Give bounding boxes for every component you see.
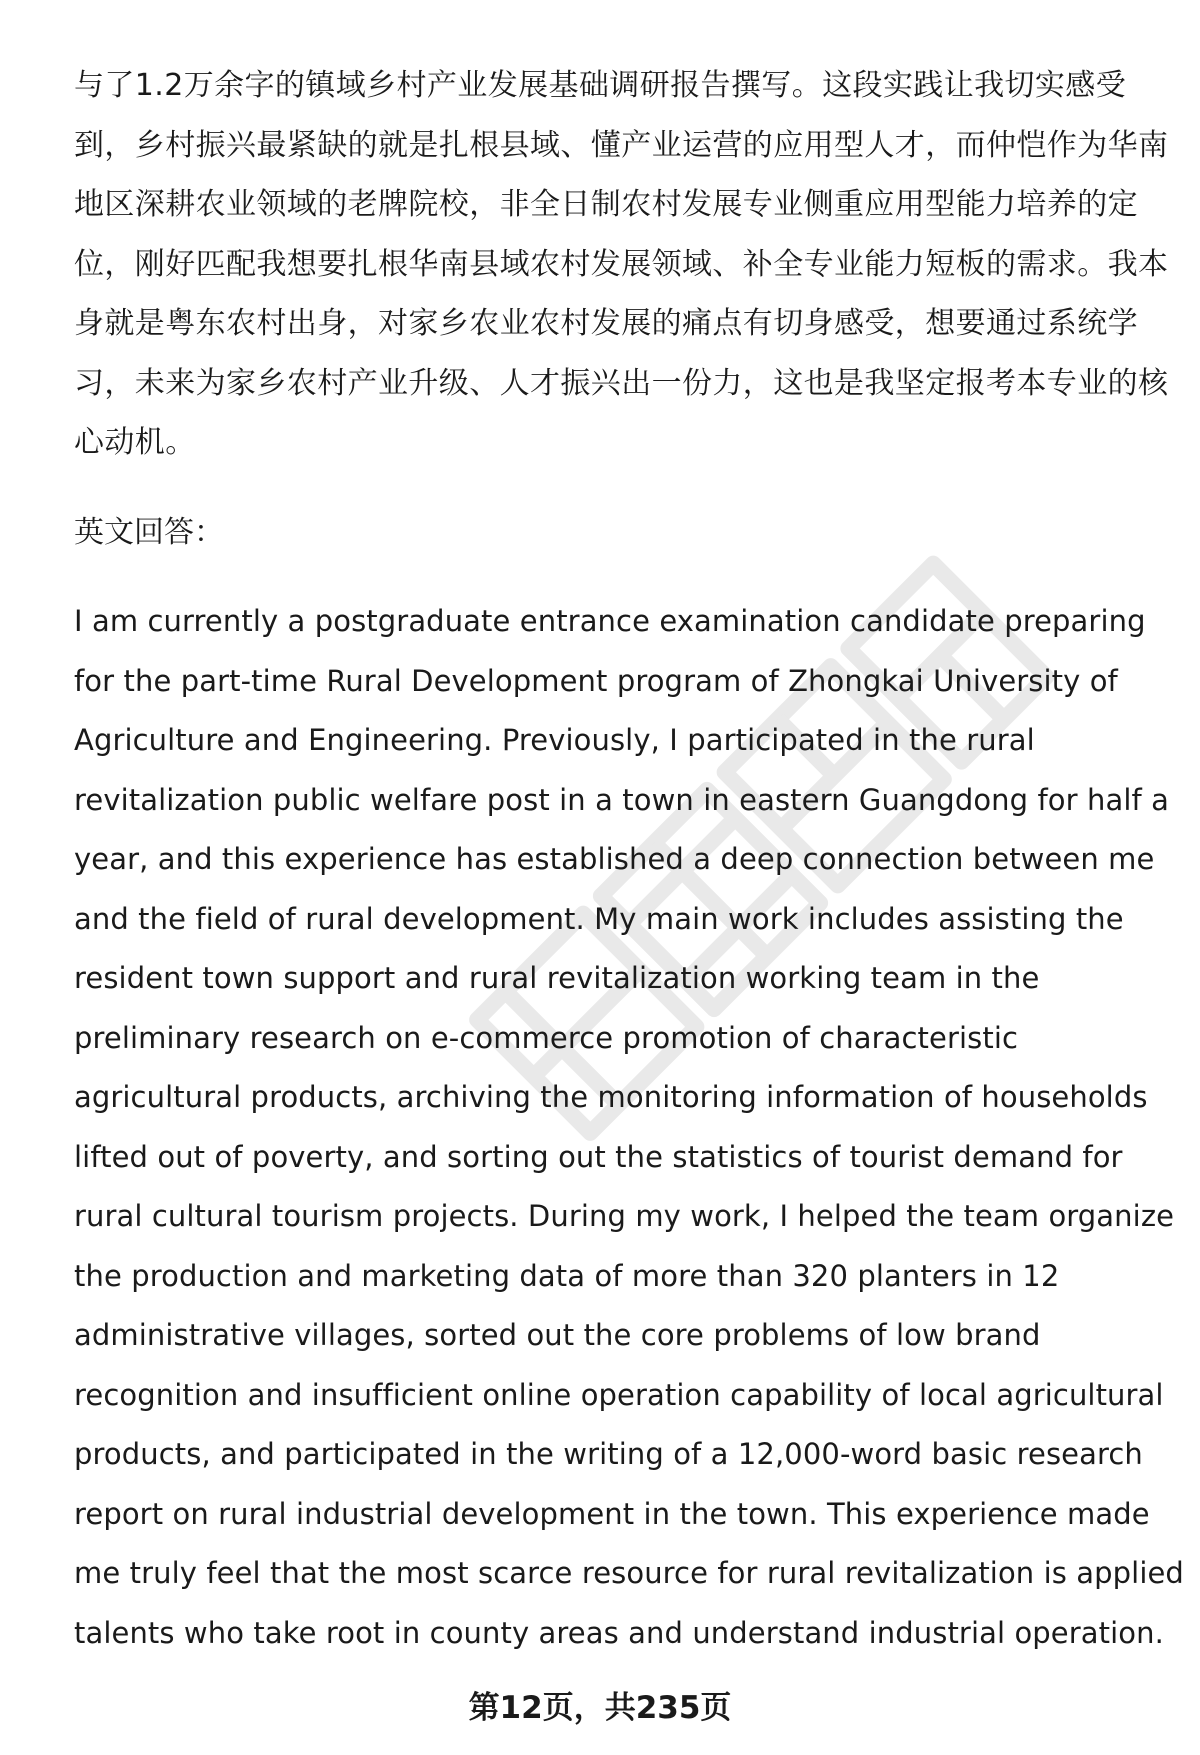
text-line: administrative villages, sorted out the core problems of low brand: [74, 1318, 1041, 1352]
text-line: talents who take root in county areas and understand industrial operation.: [74, 1615, 1164, 1650]
text-line: recognition and insufficient online operation capability of local agricultural: [74, 1377, 1164, 1412]
english-answer-heading: 英文回答：: [74, 514, 224, 550]
text-line: agricultural products, archiving the monitoring information of households: [74, 1080, 1148, 1114]
text-line: products, and participated in the writing of a 12,000-word basic research: [74, 1437, 1143, 1471]
text-line: I am currently a postgraduate entrance examination candidate preparing: [74, 604, 1146, 638]
text-line: resident town support and rural revitalization working team in the: [74, 961, 1040, 995]
text-line: revitalization public welfare post in a town in eastern Guangdong for half a: [74, 782, 1169, 817]
text-line: Agriculture and Engineering. Previously, I participated in the rural: [74, 723, 1035, 757]
text-line: 习，未来为家乡农村产业升级、人才振兴出一份力，这也是我坚定报考本专业的核: [74, 365, 1169, 401]
text-line: 到，乡村振兴最紧缺的就是扎根县域、懂产业运营的应用型人才，而仲恺作为华南: [74, 127, 1169, 163]
page-number-footer: 第12页，共235页: [468, 1690, 732, 1726]
text-line: report on rural industrial development in the town. This experience made: [74, 1496, 1150, 1531]
text-line: 与了1.2万余字的镇域乡村产业发展基础调研报告撰写。这段实践让我切实感受: [74, 68, 1127, 103]
text-line: me truly feel that the most scarce resource for rural revitalization is applied: [74, 1556, 1184, 1590]
text-line: preliminary research on e-commerce promotion of characteristic: [74, 1020, 1019, 1055]
text-line: the production and marketing data of more than 320 planters in 12: [74, 1258, 1060, 1293]
text-line: and the field of rural development. My main work includes assisting the: [74, 901, 1124, 936]
text-line: 心动机。: [74, 425, 196, 460]
text-line: rural cultural tourism projects. During my work, I helped the team organize: [74, 1199, 1175, 1233]
text-line: year, and this experience has established a deep connection between me: [74, 842, 1155, 876]
document-body: [74, 56, 1184, 1663]
text-line: for the part-time Rural Development program of Zhongkai University of: [74, 663, 1118, 698]
text-line: 位，刚好匹配我想要扎根华南县域农村发展领域、补全专业能力短板的需求。我本: [74, 246, 1169, 282]
text-line: 地区深耕农业领域的老牌院校，非全日制农村发展专业侧重应用型能力培养的定: [74, 187, 1138, 222]
text-line: lifted out of poverty, and sorting out the statistics of tourist demand for: [74, 1139, 1123, 1174]
chinese-answer-paragraph: [74, 56, 1169, 473]
english-answer-paragraph: [74, 592, 1184, 1663]
text-line: 身就是粤东农村出身，对家乡农业农村发展的痛点有切身感受，想要通过系统学: [74, 306, 1138, 341]
